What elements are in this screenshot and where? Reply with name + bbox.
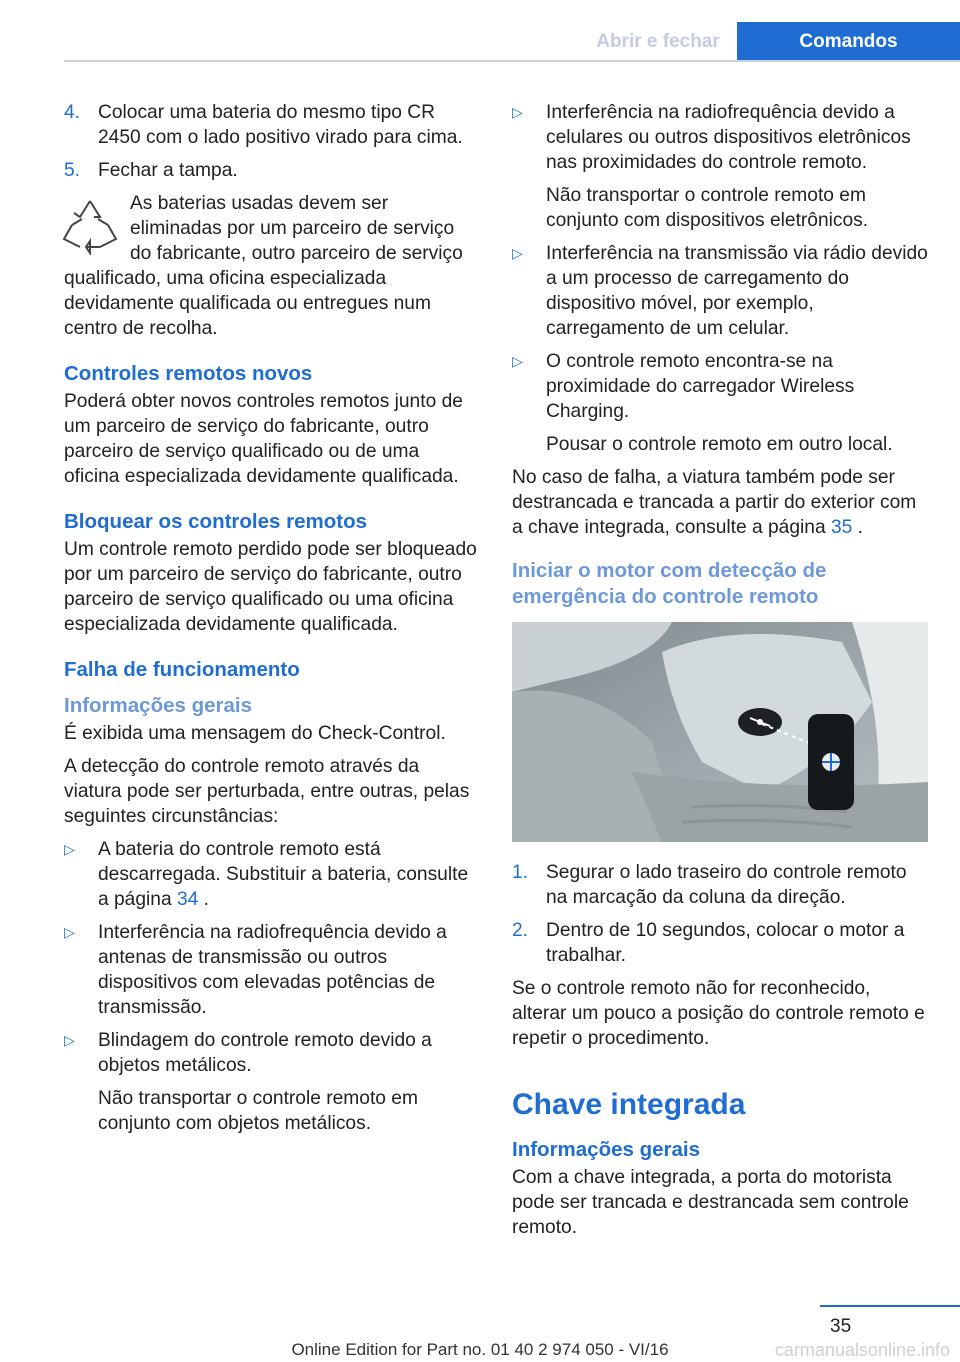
heading-general-info-2: Informações gerais	[512, 1138, 700, 1161]
paragraph-integrated-key: Com a chave integrada, a porta do motorista pode ser trancada e destrancada sem controle remoto.	[512, 1167, 909, 1238]
right-column	[512, 100, 928, 1248]
step-text: Dentro de 10 segundos, colocar o motor a trabalhar.	[546, 920, 905, 966]
bullet-item	[512, 241, 928, 341]
bullet-subtext: Pousar o controle remoto em outro local.	[546, 434, 893, 455]
page-number-rule	[820, 1305, 960, 1307]
step-1	[512, 860, 928, 910]
fallback-text-end: .	[852, 517, 863, 538]
page-link-34[interactable]: 34	[176, 889, 199, 910]
paragraph-not-recognized: Se o controle remoto não for reconhecido, alterar um pouco a posição do controle remoto e repetir o procedimento.	[512, 978, 925, 1049]
step-number: 4.	[64, 102, 81, 123]
step-4	[64, 100, 478, 150]
recycle-note-text: As baterias usadas devem ser eliminadas por um parceiro de serviço do fabricante, outro parceiro de serviço qualificado, uma oficina especializada devidamente qualificada ou entregues num centro de recolha.	[64, 193, 463, 339]
bullet-subtext: Não transportar o controle remoto em conjunto com dispositivos eletrônicos.	[546, 185, 869, 231]
bullet-subtext: Não transportar o controle remoto em conjunto com objetos metálicos.	[98, 1088, 418, 1134]
bullet-triangle-icon: ▷	[512, 353, 523, 369]
bullet-triangle-icon: ▷	[64, 924, 75, 940]
heading-emergency-start: Iniciar o motor com detecção de emergência do controle remoto	[512, 559, 827, 608]
heading-general-info: Informações gerais	[64, 694, 252, 717]
left-column	[64, 100, 478, 1144]
bullet-triangle-icon: ▷	[512, 245, 523, 261]
paragraph-lock-remotes: Um controle remoto perdido pode ser bloqueado por um parceiro de serviço do fabricante, outro parceiro de serviço qualificado ou uma oficina especializada devidamente qualificada.	[64, 539, 477, 635]
watermark: carmanualsonline.info	[774, 1340, 950, 1360]
page-number: 35	[830, 1316, 852, 1337]
footer-edition-text: Online Edition for Part no. 01 40 2 974 050 - VI/16	[291, 1340, 669, 1359]
bullet-item	[64, 837, 478, 912]
bullet-item	[64, 1028, 478, 1136]
steering-column-illustration	[512, 622, 928, 842]
recycle-note	[64, 191, 478, 341]
paragraph-check-control: É exibida uma mensagem do Check-Control.	[64, 723, 446, 744]
section-tab[interactable]: Abrir e fechar	[580, 22, 736, 62]
heading-integrated-key: Chave integrada	[512, 1088, 746, 1121]
bullet-text: Blindagem do controle remoto devido a objetos metálicos.	[98, 1030, 432, 1076]
step-text: Colocar uma bateria do mesmo tipo CR 2450 com o lado positivo virado para cima.	[98, 102, 463, 148]
bullet-item	[512, 100, 928, 233]
footer	[0, 1340, 960, 1360]
step-5	[64, 158, 478, 183]
paragraph-fallback	[512, 465, 928, 540]
step-text: Fechar a tampa.	[98, 160, 238, 181]
heading-malfunction: Falha de funcionamento	[64, 658, 300, 681]
bullet-text: Interferência na radiofrequência devido a celulares ou outros dispositivos eletrônicos nas proximidades do controle remoto.	[546, 102, 911, 173]
page-link-35[interactable]: 35	[830, 517, 853, 538]
step-2	[512, 918, 928, 968]
bullet-text: O controle remoto encontra-se na proximidade do carregador Wireless Charging.	[546, 351, 855, 422]
paragraph-detection: A detecção do controle remoto através da viatura pode ser perturbada, entre outras, pelas seguintes circunstâncias:	[64, 756, 470, 827]
fallback-text: No caso de falha, a viatura também pode ser destrancada e trancada a partir do exterior com a chave integrada, consulte a página	[512, 467, 917, 538]
paragraph-new-remotes: Poderá obter novos controles remotos junto de um parceiro de serviço do fabricante, outro parceiro de serviço qualificado ou de uma oficina especializada devidamente qualificada.	[64, 391, 463, 487]
heading-lock-remotes: Bloquear os controles remotos	[64, 510, 368, 533]
bullet-triangle-icon: ▷	[512, 104, 523, 120]
step-number: 1.	[512, 862, 529, 883]
bullet-triangle-icon: ▷	[64, 841, 75, 857]
bullet-text: Interferência na radiofrequência devido a antenas de transmissão ou outros dispositivos com elevadas potências de transmissão.	[98, 922, 447, 1018]
recycle-icon	[60, 195, 120, 255]
bullet-item	[64, 920, 478, 1020]
chapter-tab[interactable]: Comandos	[737, 22, 960, 62]
step-number: 2.	[512, 920, 529, 941]
step-text: Segurar o lado traseiro do controle remoto na marcação da coluna da direção.	[546, 862, 907, 908]
bullet-text: A bateria do controle remoto está descarregada. Substituir a bateria, consulte a página	[98, 839, 469, 910]
heading-new-remotes: Controles remotos novos	[64, 362, 313, 385]
bullet-text: Interferência na transmissão via rádio devido a um processo de carregamento do dispositivo móvel, por exemplo, carregamento de um celular.	[546, 243, 928, 339]
bullet-triangle-icon: ▷	[64, 1032, 75, 1048]
step-number: 5.	[64, 160, 81, 181]
bullet-text-end: .	[198, 889, 209, 910]
bullet-item	[512, 349, 928, 457]
header-rule	[64, 60, 960, 62]
